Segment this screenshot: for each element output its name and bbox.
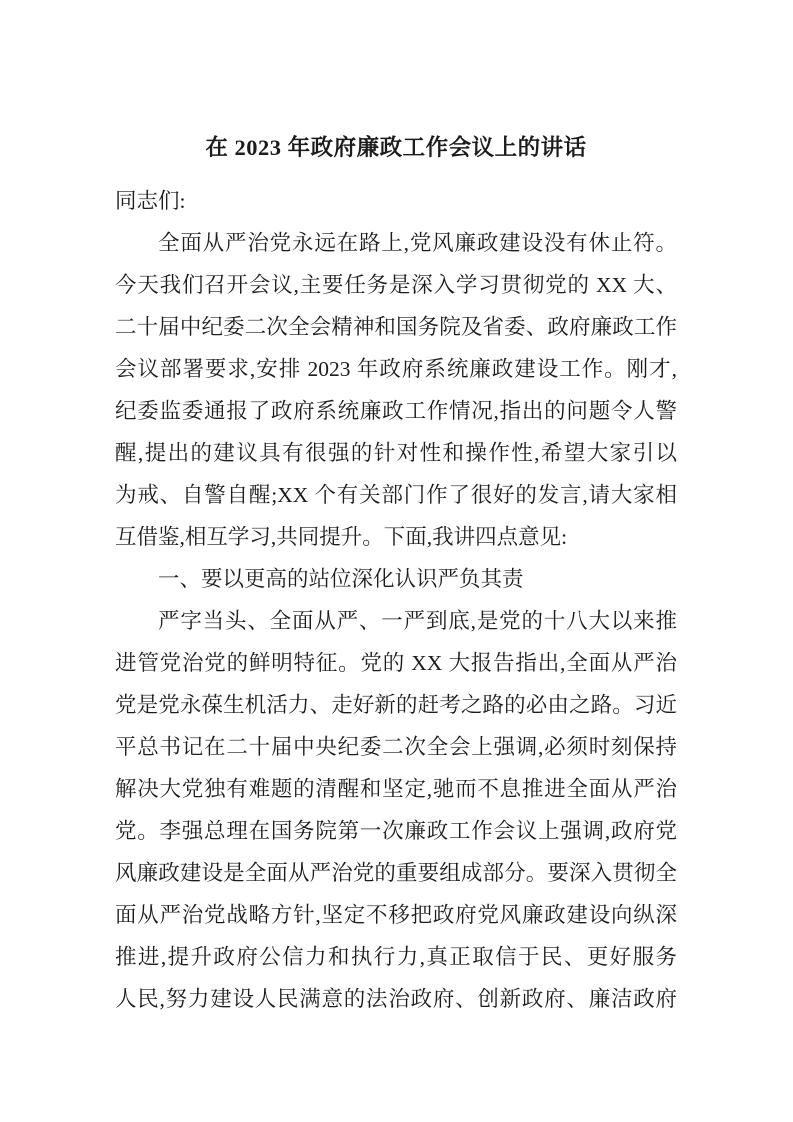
text-line: 全面从严治党永远在路上,党风廉政建设没有休止符。 [158,231,677,255]
text-line: 党。李强总理在国务院第一次廉政工作会议上强调,政府党 [115,819,677,843]
text-line: 今天我们召开会议,主要任务是深入学习贯彻党的 XX 大、 [115,273,677,297]
text-line: 面从严治党战略方针,坚定不移把政府党风廉政建设向纵深 [115,903,677,927]
text-line: 二十届中纪委二次全会精神和国务院及省委、政府廉政工作 [115,315,677,339]
text-line: 平总书记在二十届中央纪委二次全会上强调,必须时刻保持 [115,735,677,759]
text-line: 推进,提升政府公信力和执行力,真正取信于民、更好服务 [115,945,677,969]
text-line: 严字当头、全面从严、一严到底,是党的十八大以来推 [158,609,677,633]
document-title: 在 2023 年政府廉政工作会议上的讲话 [205,135,587,160]
text-line: 为戒、自警自醒;XX 个有关部门作了很好的发言,请大家相 [115,483,677,507]
paragraph-1 [115,222,677,558]
text-line: 风廉政建设是全面从严治党的重要组成部分。要深入贯彻全 [115,861,677,885]
text-line: 会议部署要求,安排 2023 年政府系统廉政建设工作。刚才, [115,357,677,381]
text-line: 同志们: [115,189,186,213]
salutation [115,180,677,222]
text-line: 互借鉴,相互学习,共同提升。下面,我讲四点意见: [115,525,568,549]
text-line: 醒,提出的建议具有很强的针对性和操作性,希望大家引以 [115,441,677,465]
section-heading-1 [115,558,677,600]
paragraph-2 [115,600,677,1020]
document-body [115,180,677,1020]
text-line: 进管党治党的鲜明特征。党的 XX 大报告指出,全面从严治 [115,651,677,675]
text-line: 一、要以更高的站位深化认识严负其责 [158,567,524,591]
text-line: 纪委监委通报了政府系统廉政工作情况,指出的问题令人警 [115,399,677,423]
text-line: 人民,努力建设人民满意的法治政府、创新政府、廉洁政府 [115,987,677,1011]
text-line: 解决大党独有难题的清醒和坚定,驰而不息推进全面从严治 [115,777,677,801]
text-line: 党是党永葆生机活力、走好新的赶考之路的必由之路。习近 [115,693,677,717]
